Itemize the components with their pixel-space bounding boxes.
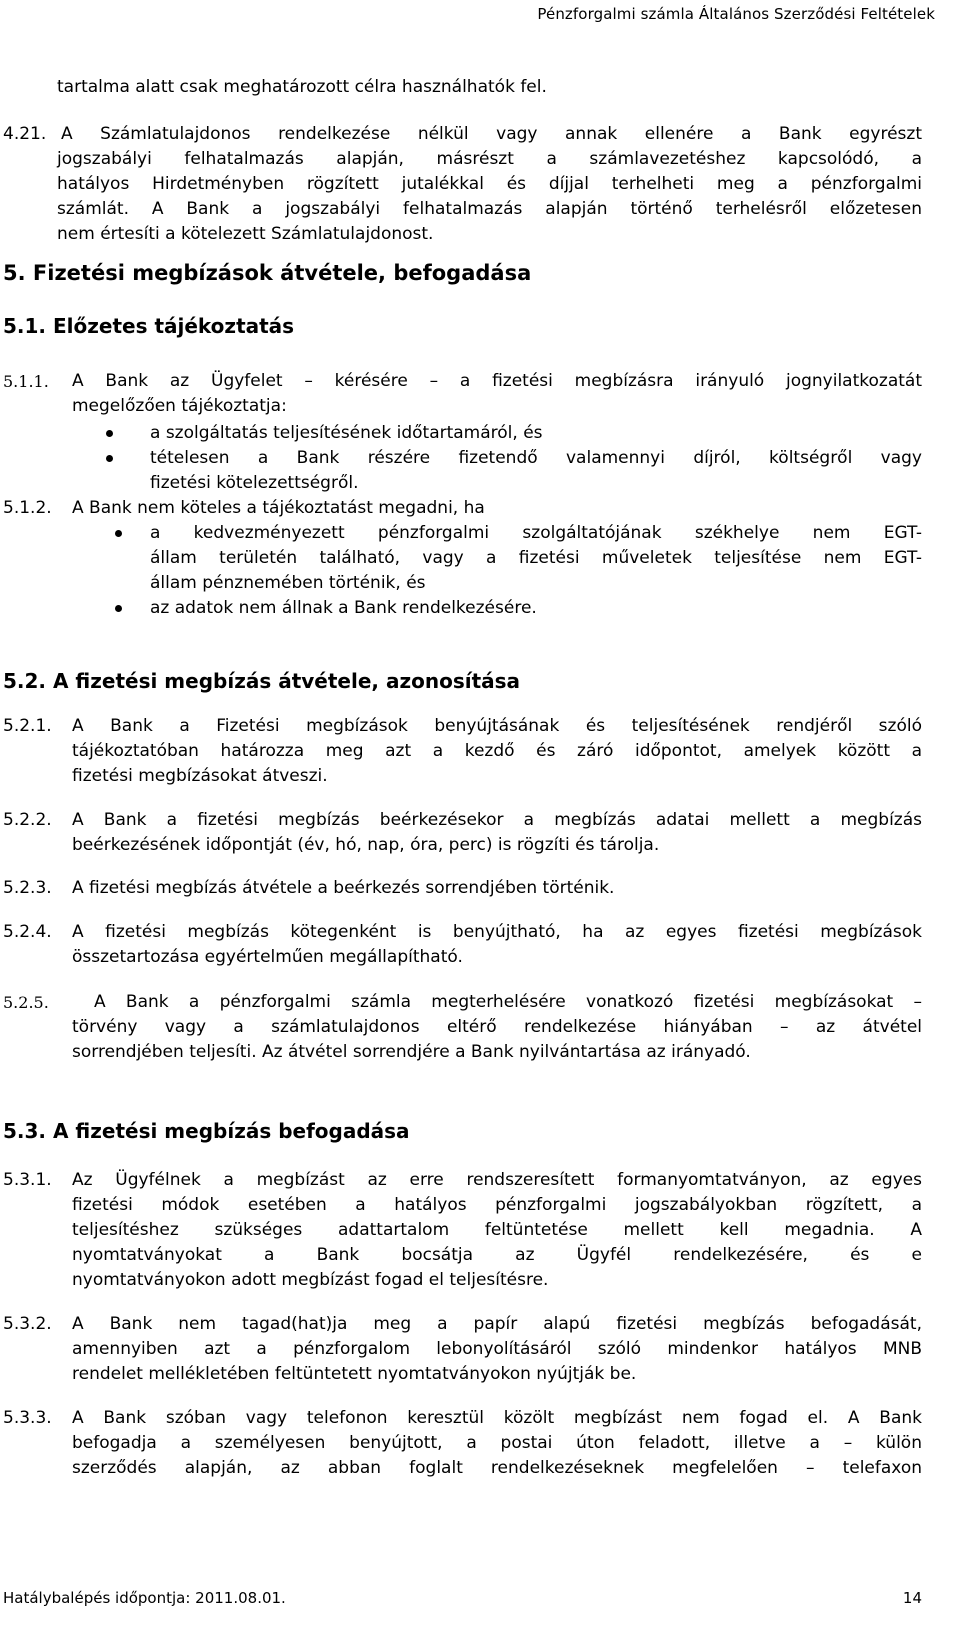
paragraph-line: A Bank a Fizetési megbízások benyújtásának és teljesítésének rendjéről szóló [72, 716, 922, 736]
bullet-icon [106, 430, 113, 437]
paragraph-line: A Bank a pénzforgalmi számla megterhelésére vonatkozó fizetési megbízásokat – [94, 992, 922, 1012]
bullet-text: fizetési kötelezettségről. [150, 473, 359, 493]
bullet-icon [106, 455, 113, 462]
paragraph-number: 5.3.2. [3, 1314, 52, 1334]
paragraph-line: számlát. A Bank a jogszabályi felhatalmazás alapján történő terhelésről előzetesen [57, 199, 922, 219]
intro-line: tartalma alatt csak meghatározott célra használhatók fel. [57, 77, 547, 97]
paragraph-line: amennyiben azt a pénzforgalom lebonyolításáról szóló mindenkor hatályos MNB [72, 1339, 922, 1359]
running-header-title: Pénzforgalmi számla Általános Szerződési Feltételek [537, 5, 935, 23]
paragraph-line: fizetési módok esetében a hatályos pénzforgalmi jogszabályokban rögzített, a [72, 1195, 922, 1215]
paragraph-number: 5.2.4. [3, 922, 52, 942]
paragraph-line: A Bank szóban vagy telefonon keresztül közölt megbízást nem fogad el. A Bank [72, 1408, 922, 1428]
paragraph-line: beérkezésének időpontját (év, hó, nap, óra, perc) is rögzíti és tárolja. [72, 835, 660, 855]
bullet-text: állam pénznemében történik, és [150, 573, 426, 593]
section-5-1-heading: 5.1. Előzetes tájékoztatás [3, 314, 295, 338]
footer-page-number: 14 [902, 1589, 922, 1607]
bullet-text: tételesen a Bank részére fizetendő valamennyi díjról, költségről vagy [150, 448, 922, 468]
paragraph-line: összetartozása egyértelműen megállapítható. [72, 947, 463, 967]
paragraph-line: A Bank nem köteles a tájékoztatást megadni, ha [72, 498, 485, 518]
paragraph-line: megelőzően tájékoztatja: [72, 396, 287, 416]
paragraph-number: 4.21. [3, 124, 47, 144]
bullet-icon [115, 605, 122, 612]
paragraph-number: 5.1.2. [3, 498, 52, 518]
paragraph-line: nem értesíti a kötelezett Számlatulajdonost. [57, 224, 434, 244]
paragraph-number: 5.2.2. [3, 810, 52, 830]
paragraph-line: jogszabályi felhatalmazás alapján, másrészt a számlavezetéshez kapcsolódó, a [57, 149, 922, 169]
paragraph-line: A fizetési megbízás átvétele a beérkezés sorrendjében történik. [72, 878, 615, 898]
paragraph-line: nyomtatványokon adott megbízást fogad el teljesítésre. [72, 1270, 549, 1290]
section-5-3-heading: 5.3. A fizetési megbízás befogadása [3, 1119, 410, 1143]
bullet-text: állam területén található, vagy a fizetési műveletek teljesítése nem EGT- [150, 548, 922, 568]
paragraph-line: teljesítéshez szükséges adattartalom feltüntetése mellett kell megadnia. A [72, 1220, 922, 1240]
paragraph-line: törvény vagy a számlatulajdonos eltérő rendelkezése hiányában – az átvétel [72, 1017, 922, 1037]
bullet-icon [115, 530, 122, 537]
bullet-text: a kedvezményezett pénzforgalmi szolgáltatójának székhelye nem EGT- [150, 523, 922, 543]
footer-effective-date: Hatálybalépés időpontja: 2011.08.01. [3, 1589, 286, 1607]
paragraph-line: hatályos Hirdetményben rögzített jutalékkal és díjjal terhelheti meg a pénzforgalmi [57, 174, 922, 194]
paragraph-line: fizetési megbízásokat átveszi. [72, 766, 328, 786]
paragraph-number: 5.3.1. [3, 1170, 52, 1190]
paragraph-line: Az Ügyfélnek a megbízást az erre rendszeresített formanyomtatványon, az egyes [72, 1170, 922, 1190]
paragraph-line: A fizetési megbízás kötegenként is benyújtható, ha az egyes fizetési megbízások [72, 922, 922, 942]
paragraph-line: sorrendjében teljesíti. Az átvétel sorrendjére a Bank nyilvántartása az irányadó. [72, 1042, 751, 1062]
paragraph-line: A Bank nem tagad(hat)ja meg a papír alapú fizetési megbízás befogadását, [72, 1314, 922, 1334]
paragraph-line: szerződés alapján, az abban foglalt rendelkezéseknek megfelelően – telefaxon [72, 1458, 922, 1478]
paragraph-number: 5.3.3. [3, 1408, 52, 1428]
paragraph-number: 5.2.5. [3, 993, 49, 1012]
section-5-heading: 5. Fizetési megbízások átvétele, befogadása [3, 261, 532, 285]
bullet-text: az adatok nem állnak a Bank rendelkezésére. [150, 598, 537, 618]
paragraph-line: tájékoztatóban határozza meg azt a kezdő és záró időpontot, amelyek között a [72, 741, 922, 761]
paragraph-line: A Számlatulajdonos rendelkezése nélkül vagy annak ellenére a Bank egyrészt [61, 124, 922, 144]
section-5-2-heading: 5.2. A fizetési megbízás átvétele, azonosítása [3, 669, 521, 693]
paragraph-line: befogadja a személyesen benyújtott, a postai úton feladott, illetve a – külön [72, 1433, 922, 1453]
bullet-text: a szolgáltatás teljesítésének időtartamáról, és [150, 423, 543, 443]
paragraph-number: 5.2.1. [3, 716, 52, 736]
paragraph-number: 5.1.1. [3, 372, 49, 391]
paragraph-line: nyomtatványokat a Bank bocsátja az Ügyfél rendelkezésére, és e [72, 1245, 922, 1265]
paragraph-line: A Bank a fizetési megbízás beérkezésekor a megbízás adatai mellett a megbízás [72, 810, 922, 830]
paragraph-line: rendelet mellékletében feltüntetett nyomtatványokon nyújtják be. [72, 1364, 637, 1384]
paragraph-number: 5.2.3. [3, 878, 52, 898]
paragraph-line: A Bank az Ügyfelet – kérésére – a fizetési megbízásra irányuló jognyilatkozatát [72, 371, 922, 391]
